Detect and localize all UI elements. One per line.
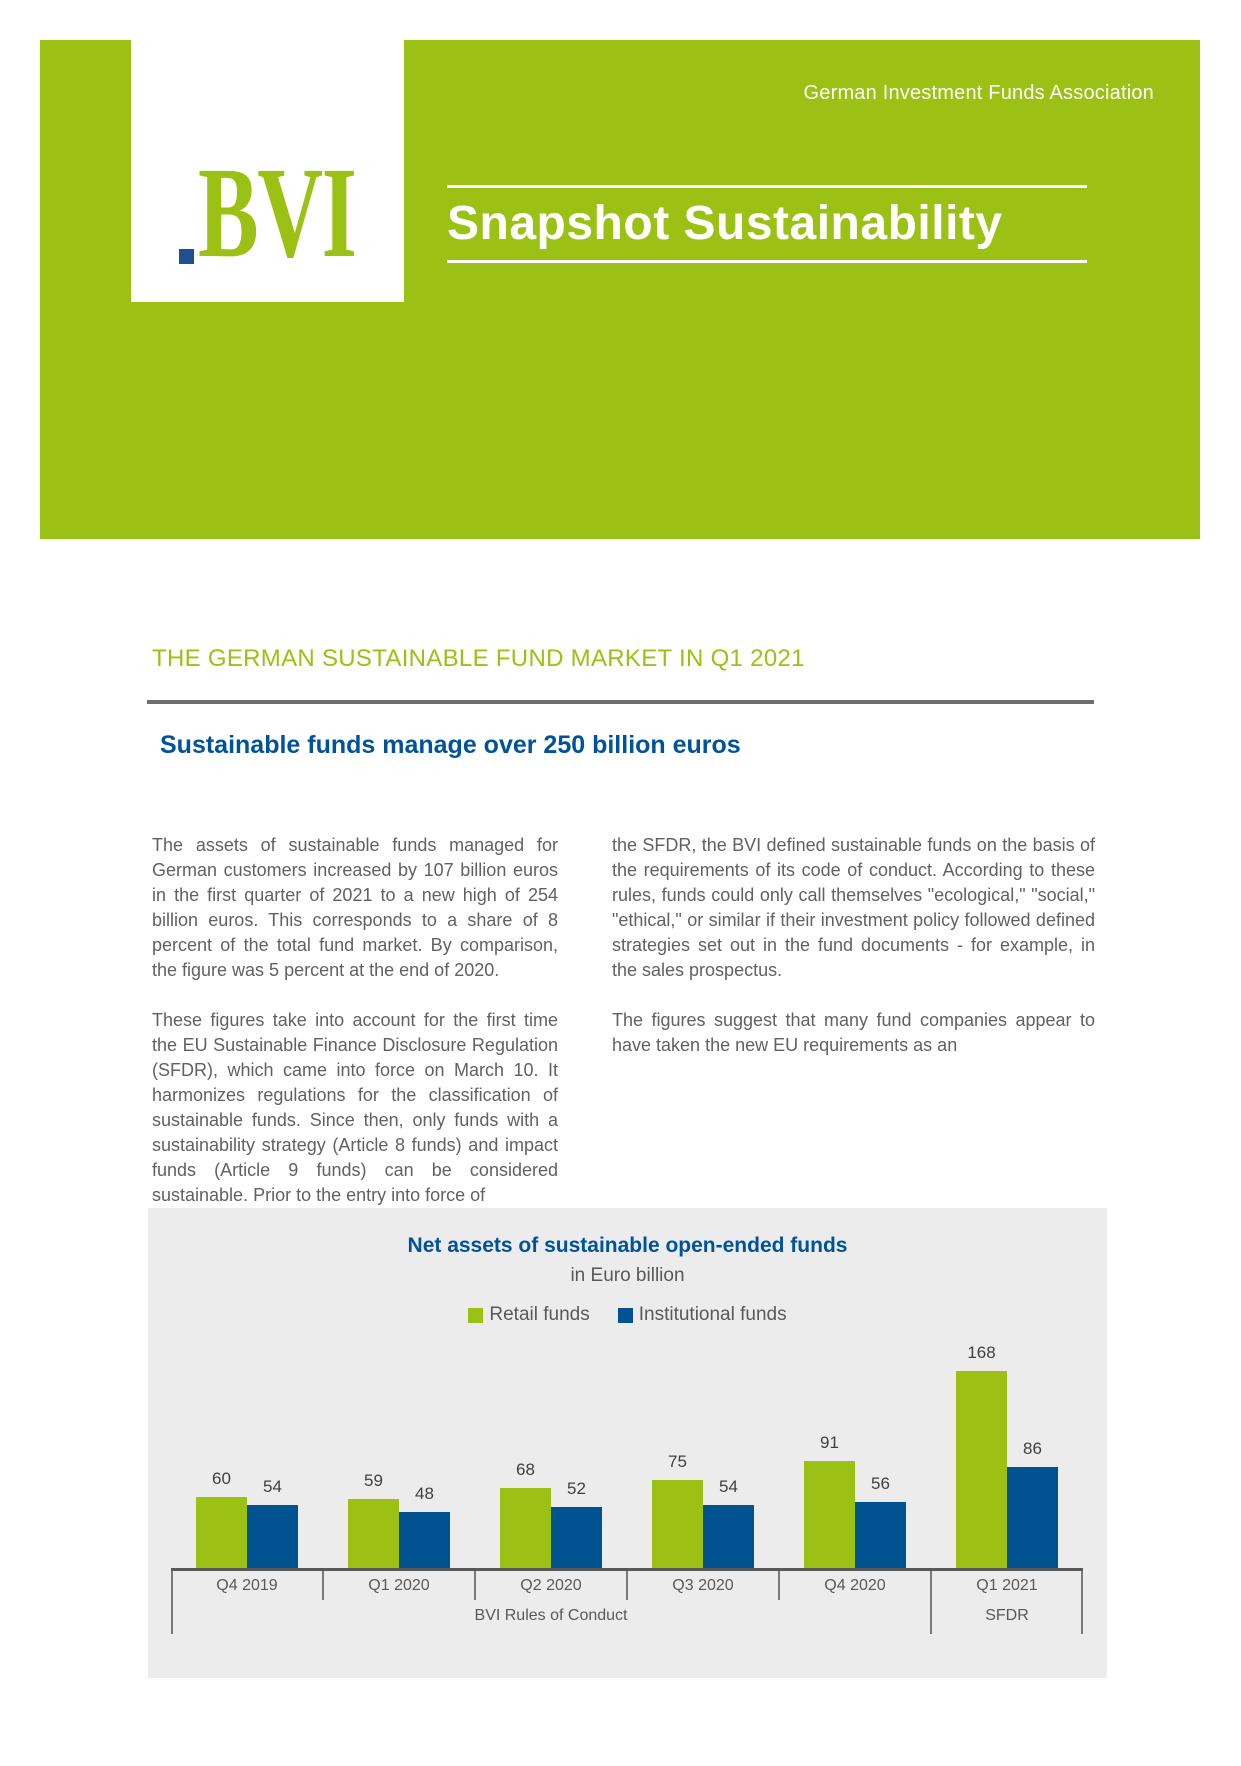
bar-value-label: 91	[820, 1433, 839, 1452]
legend-label: Retail funds	[489, 1304, 590, 1325]
paragraph: The figures suggest that many fund companies appear to have taken the new EU requirements as an	[612, 1010, 1095, 1055]
axis-separator	[322, 1571, 324, 1600]
header-banner	[40, 40, 1200, 539]
bvi-logo	[131, 40, 404, 302]
retail-bar	[348, 1499, 399, 1568]
bar-plot	[171, 1210, 1083, 1568]
axis-separator	[474, 1571, 476, 1600]
logo-text: BVI	[198, 141, 356, 285]
bar-value-label: 60	[212, 1469, 231, 1488]
bar-value-label: 48	[415, 1484, 434, 1503]
category-label: Q1 2021	[976, 1577, 1038, 1594]
right-column	[612, 833, 1095, 1233]
category-label: Q4 2019	[216, 1577, 278, 1594]
paragraph: the SFDR, the BVI defined sustainable funds on the basis of the requirements of its code of conduct. According to these rules, funds could only call themselves "ecological," "social," "ethical," or similar if their investment policy followed defined strategies set out in the fund documents - for example, in the sales prospectus.	[612, 835, 1095, 980]
bar-value-label: 168	[967, 1343, 996, 1362]
left-column	[152, 833, 558, 1233]
institutional-bar	[703, 1505, 754, 1568]
body-text	[152, 833, 1095, 1233]
association-label: German Investment Funds Association	[803, 82, 1154, 104]
bar-value-label: 75	[668, 1452, 687, 1471]
category-label: Q3 2020	[672, 1577, 734, 1594]
category-label: Q1 2020	[368, 1577, 430, 1594]
category-label: Q4 2020	[824, 1577, 886, 1594]
institutional-bar	[551, 1507, 602, 1568]
page-heading: THE GERMAN SUSTAINABLE FUND MARKET IN Q1 2021	[152, 645, 805, 672]
chart-panel	[148, 1208, 1107, 1678]
institutional-bar	[855, 1502, 906, 1568]
report-title: Snapshot Sustainability	[447, 197, 1003, 250]
bar-value-label: 68	[516, 1460, 535, 1479]
retail-bar	[956, 1371, 1007, 1568]
legend-label: Institutional funds	[638, 1304, 787, 1325]
institutional-bar	[399, 1512, 450, 1568]
retail-bar	[804, 1461, 855, 1568]
chart-title: Net assets of sustainable open-ended funds	[407, 1234, 848, 1257]
bar-value-label: 52	[567, 1479, 586, 1498]
institutional-bar	[247, 1505, 298, 1568]
retail-bar	[652, 1480, 703, 1568]
axis-group-label: SFDR	[985, 1607, 1029, 1624]
logo-dot-icon	[179, 249, 194, 264]
bar-value-label: 59	[364, 1471, 383, 1490]
report-title-block	[447, 185, 1087, 263]
axis-group-label: BVI Rules of Conduct	[474, 1607, 628, 1624]
bvi-logo-inner	[179, 40, 423, 302]
bar-value-label: 86	[1023, 1439, 1042, 1458]
x-axis	[171, 1571, 1083, 1642]
paragraph: These figures take into account for the first time the EU Sustainable Finance Disclosure Regulation (SFDR), which came into force on March 10. It harmonizes regulations for the classification of sustainable funds. Since then, only funds with a sustainability strategy (Article 8 funds) and impact funds (Article 9 funds) can be considered sustainable. Prior to the entry into force of	[152, 1010, 558, 1205]
retail-bar	[196, 1497, 247, 1568]
institutional-bar	[1007, 1467, 1058, 1568]
subheading: Sustainable funds manage over 250 billion euros	[160, 731, 741, 759]
bar-value-label: 54	[719, 1477, 738, 1496]
title-rule-bottom	[447, 260, 1087, 263]
chart-subtitle: in Euro billion	[570, 1265, 685, 1286]
axis-border	[1081, 1571, 1083, 1634]
axis-separator	[778, 1571, 780, 1600]
bar-value-label: 54	[263, 1477, 282, 1496]
bar-value-label: 56	[871, 1474, 890, 1493]
paragraph: The assets of sustainable funds managed for German customers increased by 107 billion euros in the first quarter of 2021 to a new high of 254 billion euros. This corresponds to a share of 8 percent of the total fund market. By comparison, the figure was 5 percent at the end of 2020.	[152, 835, 558, 980]
axis-separator	[626, 1571, 628, 1600]
category-label: Q2 2020	[520, 1577, 582, 1594]
retail-bar	[500, 1488, 551, 1568]
divider-rule	[147, 700, 1094, 704]
